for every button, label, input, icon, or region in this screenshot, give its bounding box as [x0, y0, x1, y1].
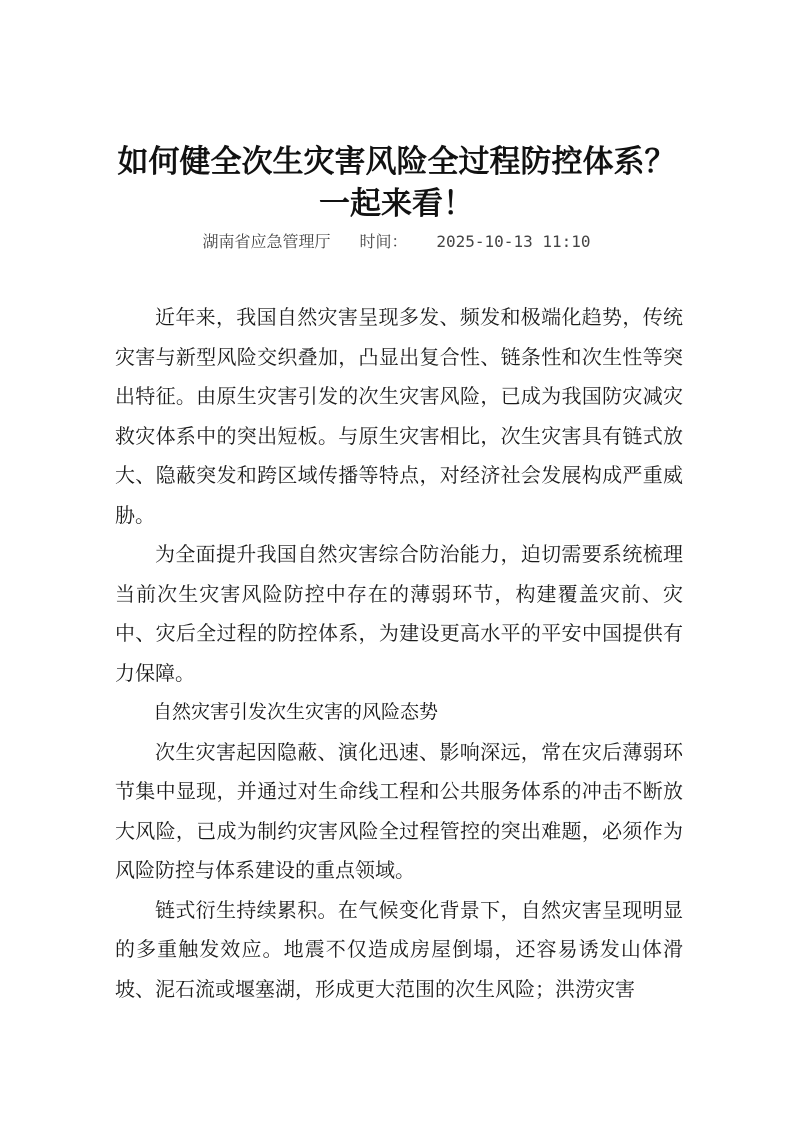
- article-title-line-2: 一起来看！: [319, 186, 474, 222]
- section-heading: 自然灾害引发次生灾害的风险态势: [153, 701, 439, 723]
- paragraph-risk-overview: 次生灾害起因隐蔽、演化迅速、影响深远，常在灾后薄弱环节集中显现，并通过对生命线工程和公共服务体系的冲击不断放大风险，已成为制约灾害风险全过程管控的突出难题，必须作为风险防控与体系建设的重点领域。: [115, 739, 683, 882]
- article-meta: [60, 228, 733, 256]
- article-time-label: 时间：: [359, 232, 408, 251]
- paragraph-chain-effects: 链式衍生持续累积。在气候变化背景下，自然灾害呈现明显的多重触发效应。地震不仅造成房屋倒塌，还容易诱发山体滑坡、泥石流或堰塞湖，形成更大范围的次生风险；洪涝灾害: [115, 897, 683, 1001]
- article-time-value: 2025-10-13 11:10: [436, 232, 591, 251]
- article-title-line-1: 如何健全次生灾害风险全过程防控体系？: [117, 144, 676, 180]
- paragraph-goal: 为全面提升我国自然灾害综合防治能力，迫切需要系统梳理当前次生灾害风险防控中存在的薄弱环节，构建覆盖灾前、灾中、灾后全过程的防控体系，为建设更高水平的平安中国提供有力保障。: [115, 542, 683, 685]
- paragraph-intro: 近年来，我国自然灾害呈现多发、频发和极端化趋势，传统灾害与新型风险交织叠加，凸显出复合性、链条性和次生性等突出特征。由原生灾害引发的次生灾害风险，已成为我国防灾减灾救灾体系中的突出短板。与原生灾害相比，次生灾害具有链式放大、隐蔽突发和跨区域传播等特点，对经济社会发展构成严重威胁。: [115, 305, 683, 527]
- article-source: 湖南省应急管理厅: [202, 232, 331, 251]
- article-body: [115, 298, 683, 1009]
